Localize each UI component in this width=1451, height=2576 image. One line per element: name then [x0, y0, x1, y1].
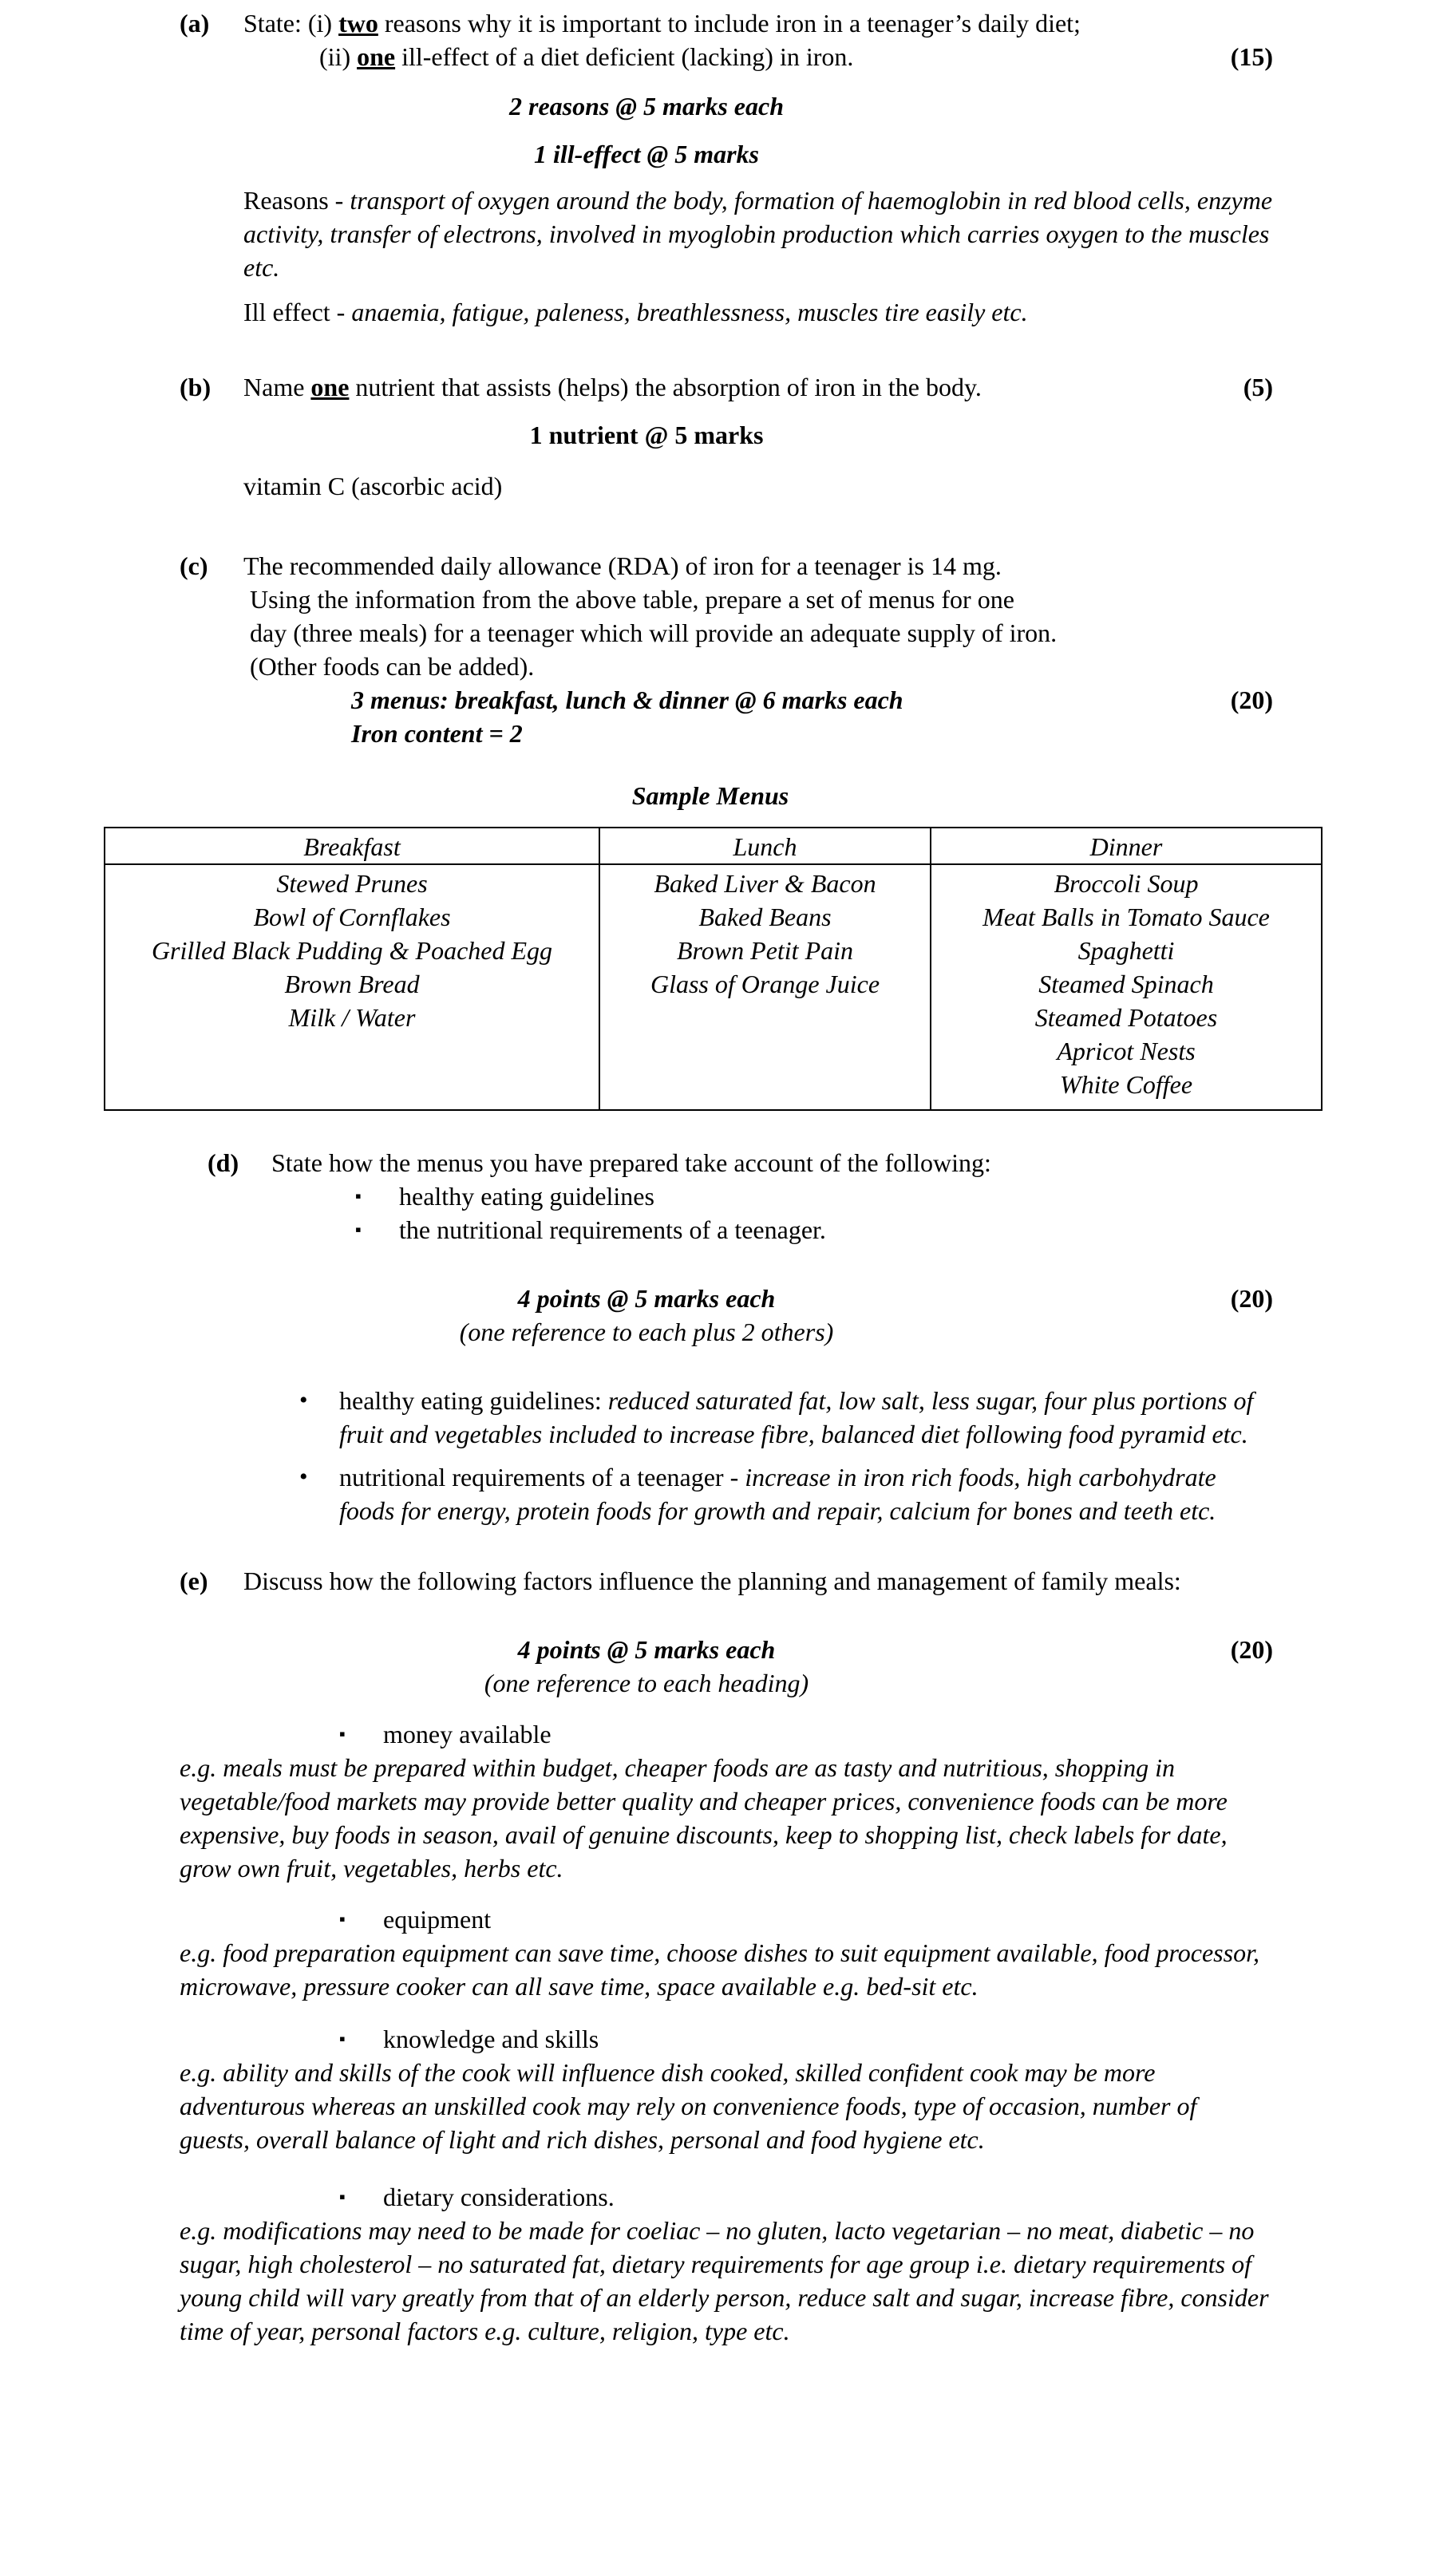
menu-item: Spaghetti — [1077, 936, 1175, 965]
roman-numeral: (i) — [307, 9, 333, 38]
bullet-label: healthy eating guidelines: — [339, 1386, 608, 1415]
marks-a: (15) — [1230, 42, 1273, 71]
question-d-intro: State how the menus you have prepared take account of the following: — [271, 1148, 991, 1177]
marking-scheme-c-2: Iron content = 2 — [351, 719, 523, 748]
bullet-text: increase in iron rich foods, high carbohydrate foods for energy, protein foods for growth and repair, calcium for bones and teeth etc. — [339, 1463, 1216, 1525]
section-d — [180, 1146, 1273, 1527]
answer-text: anaemia, fatigue, paleness, breathlessness, muscles tire easily etc. — [351, 298, 1028, 326]
section-b-label: (b) — [180, 373, 212, 401]
answer-nutritional-requirements — [180, 1460, 1273, 1527]
square-bullet-icon: ▪ — [355, 1186, 362, 1206]
menu-item: Steamed Spinach — [1038, 970, 1214, 998]
factor-title: money available — [383, 1720, 552, 1748]
question-b-line — [243, 370, 1273, 404]
answer-label: Reasons - — [243, 186, 350, 215]
keyword: one — [310, 373, 350, 401]
question-a-line2 — [243, 40, 1273, 73]
breakfast-menu-cell — [105, 864, 599, 1110]
section-a-label: (a) — [180, 9, 210, 38]
scheme-note: (one reference to each plus 2 others) — [459, 1318, 834, 1346]
answer-text: transport of oxygen around the body, formation of haemoglobin in red blood cells, enzyme activity, transfer of electrons, involved in myoglobin production which carries oxygen to the muscles etc. — [243, 186, 1273, 282]
question-a-line1 — [243, 6, 1273, 40]
factor-heading — [180, 2022, 1273, 2056]
menu-item: Baked Liver & Bacon — [654, 869, 876, 898]
section-e-label: (e) — [180, 1567, 208, 1595]
answer-vitamin: vitamin C (ascorbic acid) — [243, 472, 503, 500]
square-bullet-icon: ▪ — [339, 2029, 346, 2049]
marks-d: (20) — [1230, 1284, 1273, 1313]
roman-numeral: (ii) — [319, 42, 351, 71]
section-a — [180, 6, 1273, 329]
factor-title: dietary considerations. — [383, 2183, 615, 2211]
section-c-label: (c) — [180, 551, 208, 580]
marks-b: (5) — [1243, 373, 1273, 401]
question-c-line3: day (three meals) for a teenager which will provide an adequate supply of iron. — [250, 618, 1058, 647]
section-b — [180, 370, 1273, 503]
marking-scheme-b: 1 nutrient @ 5 marks — [529, 421, 764, 449]
table-header-row — [105, 828, 1322, 864]
text-run: healthy eating guidelines — [399, 1182, 654, 1211]
square-bullet-icon: ▪ — [339, 2187, 346, 2207]
menu-item: Brown Bread — [284, 970, 420, 998]
menu-item: Broccoli Soup — [1054, 869, 1199, 898]
scheme-text: 3 menus: breakfast, lunch & dinner @ 6 marks each — [351, 685, 903, 714]
marking-scheme-a-1: 2 reasons @ 5 marks each — [509, 92, 784, 121]
square-bullet-icon: ▪ — [339, 1909, 346, 1929]
marking-scheme-a-2: 1 ill-effect @ 5 marks — [534, 140, 759, 168]
bullet-label: nutritional requirements of a teenager - — [339, 1463, 745, 1491]
keyword: one — [357, 42, 396, 71]
question-c-line4: (Other foods can be added). — [250, 652, 535, 681]
factor-title: knowledge and skills — [383, 2025, 599, 2053]
scheme-note: (one reference to each heading) — [484, 1669, 809, 1697]
question-d-bullet-1 — [271, 1179, 1273, 1213]
menu-item: Apricot Nests — [1057, 1037, 1196, 1065]
factor-detail: e.g. modifications may need to be made for coeliac – no gluten, lacto vegetarian – no meat, diabetic – no sugar, high cholesterol – no saturated fat, dietary requirements for age group i.e. dietary requirements of young child will vary greatly from that of an elderly person, reduce salt and sugar, increase fibre, consider time of year, personal factors e.g. culture, religion, type etc. — [180, 2216, 1269, 2345]
marks-c: (20) — [1230, 685, 1273, 714]
text-run: reasons why it is important to include iron in a teenager’s daily diet; — [384, 9, 1081, 38]
menu-item: Baked Beans — [698, 903, 832, 931]
factor-heading — [180, 2180, 1273, 2214]
text-run: ill-effect of a diet deficient (lacking) in iron. — [401, 42, 854, 71]
marking-scheme-c-1 — [351, 683, 1273, 717]
keyword: two — [338, 9, 378, 38]
question-c-line2: Using the information from the above table, prepare a set of menus for one — [250, 585, 1014, 614]
menu-item: Stewed Prunes — [276, 869, 428, 898]
menu-item: White Coffee — [1059, 1070, 1193, 1099]
column-header-lunch: Lunch — [599, 828, 931, 864]
bullet-text: reduced saturated fat, low salt, less sugar, four plus portions of fruit and vegetables included to increase fibre, balanced diet following food pyramid etc. — [339, 1386, 1254, 1448]
marks-e: (20) — [1230, 1635, 1273, 1664]
menu-item: Steamed Potatoes — [1034, 1003, 1218, 1032]
menu-item: Bowl of Cornflakes — [253, 903, 451, 931]
factor-title: equipment — [383, 1905, 492, 1934]
column-header-dinner: Dinner — [931, 828, 1322, 864]
section-d-label: (d) — [208, 1148, 239, 1177]
factor-heading — [180, 1717, 1273, 1751]
dinner-menu-cell — [931, 864, 1322, 1110]
answer-ill-effect — [243, 295, 1273, 329]
text-run: Name — [243, 373, 305, 401]
round-bullet-icon: • — [299, 1464, 308, 1490]
marking-scheme-e — [180, 1633, 1273, 1666]
text-run: nutrient that assists (helps) the absorption of iron in the body. — [355, 373, 982, 401]
factor-detail: e.g. food preparation equipment can save time, choose dishes to suit equipment available, food processor, microwave, pressure cooker can all save time, space available e.g. bed-sit etc. — [180, 1938, 1259, 2001]
text-run: State: — [243, 9, 302, 38]
marking-scheme-d — [180, 1282, 1273, 1315]
factor-money — [180, 1717, 1273, 1885]
answer-reasons — [243, 184, 1273, 284]
question-c-line1: The recommended daily allowance (RDA) of iron for a teenager is 14 mg. — [243, 551, 1002, 580]
text-run: the nutritional requirements of a teenager. — [399, 1215, 826, 1244]
menu-item: Glass of Orange Juice — [650, 970, 880, 998]
column-header-breakfast: Breakfast — [105, 828, 599, 864]
factor-dietary — [180, 2180, 1273, 2348]
menu-item: Milk / Water — [288, 1003, 416, 1032]
round-bullet-icon: • — [299, 1387, 308, 1413]
scheme-text: 4 points @ 5 marks each — [517, 1284, 776, 1313]
menu-item: Brown Petit Pain — [676, 936, 853, 965]
section-c — [151, 549, 1273, 1111]
table-body-row — [105, 864, 1322, 1110]
menu-item: Meat Balls in Tomato Sauce — [982, 903, 1270, 931]
question-d-bullet-2 — [271, 1213, 1273, 1247]
square-bullet-icon: ▪ — [355, 1219, 362, 1239]
question-e-intro: Discuss how the following factors influence the planning and management of family meals: — [243, 1567, 1181, 1595]
factor-equipment — [180, 1902, 1273, 2003]
menu-item: Grilled Black Pudding & Poached Egg — [151, 936, 553, 965]
table-title: Sample Menus — [631, 781, 789, 810]
answer-label: Ill effect - — [243, 298, 352, 326]
square-bullet-icon: ▪ — [339, 1724, 346, 1744]
factor-heading — [180, 1902, 1273, 1936]
section-e — [180, 1564, 1273, 2348]
scheme-text: 4 points @ 5 marks each — [517, 1635, 776, 1664]
factor-detail: e.g. ability and skills of the cook will influence dish cooked, skilled confident cook may be more adventurous whereas an unskilled cook may rely on convenience foods, type of occasion, number of guests, overall balance of light and rich dishes, personal and food hygiene etc. — [180, 2058, 1197, 2154]
lunch-menu-cell — [599, 864, 931, 1110]
factor-knowledge-skills — [180, 2022, 1273, 2156]
factor-detail: e.g. meals must be prepared within budget, cheaper foods are as tasty and nutritious, shopping in vegetable/food markets may provide better quality and cheaper prices, convenience foods can be more expensive, buy foods in season, avail of genuine discounts, keep to shopping list, check labels for date, grow own fruit, vegetables, herbs etc. — [180, 1753, 1228, 1883]
sample-menus-table — [104, 827, 1323, 1111]
answer-healthy-guidelines — [180, 1384, 1273, 1451]
